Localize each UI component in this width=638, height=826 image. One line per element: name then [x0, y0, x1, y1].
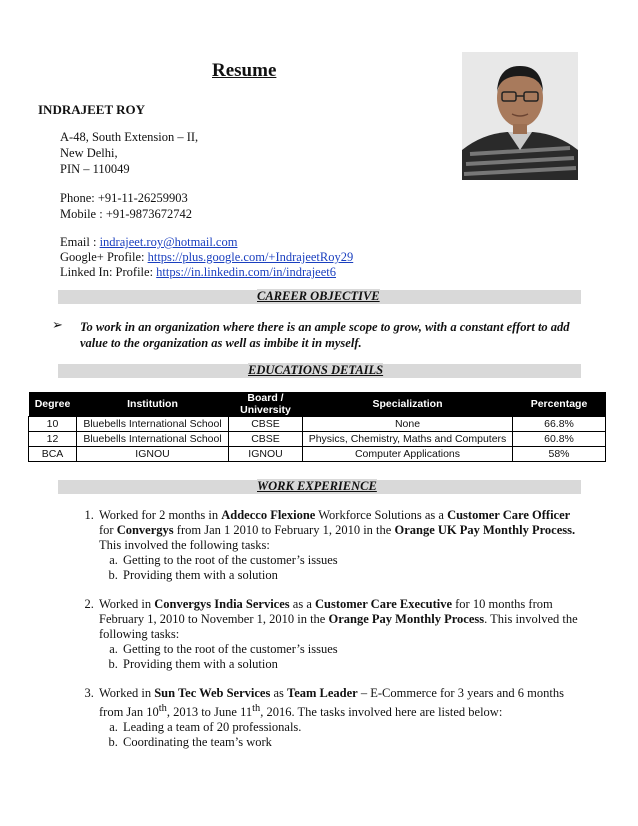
education-table: [28, 392, 606, 462]
career-objective-band: [58, 290, 581, 304]
linkedin-label: Linked In: Profile:: [60, 265, 157, 279]
col-specialization: Specialization: [303, 392, 513, 417]
work-item-2: 2. Worked in Convergys India Services as a Customer Care Executive for 10 months from February 1, 2010 to November 1, 2010 in the Orange Pay Monthly Process. This involved the following tasks: a. Getting to the root of the customer’s issues b. Providing them with a solution: [97, 597, 580, 672]
institution-cell: Bluebells International School: [77, 417, 229, 432]
email-label: Email :: [60, 235, 100, 249]
google-label: Google+ Profile:: [60, 250, 148, 264]
specialization-cell: Computer Applications: [303, 447, 513, 462]
task-item: b. Coordinating the team’s work: [121, 735, 580, 750]
education-heading: EDUCATIONS DETAILS: [248, 363, 384, 377]
phone-line: Phone: +91-11-26259903: [60, 191, 188, 205]
work-item-3: 3. Worked in Sun Tec Web Services as Team Leader – E-Commerce for 3 years and 6 months from Jan 10th, 2013 to June 11th, 2016. The tasks involved here are listed below: a. Leading a team of 20 professionals. b. Coordinating the team’s work: [97, 686, 580, 750]
address-line-2: New Delhi,: [60, 146, 118, 160]
linkedin-line: [60, 264, 336, 280]
task-item: b. Providing them with a solution: [121, 568, 580, 583]
work-experience-list: [80, 508, 580, 764]
percentage-cell: 66.8%: [513, 417, 606, 432]
email-link[interactable]: indrajeet.roy@hotmail.com: [99, 235, 238, 249]
mobile-line: Mobile : +91-9873672742: [60, 207, 193, 221]
address-line-3: PIN – 110049: [60, 162, 130, 176]
work-experience-heading: WORK EXPERIENCE: [257, 479, 377, 493]
candidate-name: INDRAJEET ROY: [38, 102, 146, 117]
col-percentage: Percentage: [513, 392, 606, 417]
board-cell: CBSE: [229, 417, 303, 432]
col-institution: Institution: [77, 392, 229, 417]
col-degree: Degree: [29, 392, 77, 417]
education-band: [58, 364, 581, 378]
email-line: [60, 234, 237, 250]
percentage-cell: 60.8%: [513, 432, 606, 447]
profile-photo: [462, 52, 578, 180]
col-board: Board / University: [229, 392, 303, 417]
arrow-bullet-icon: ➢: [52, 318, 63, 333]
specialization-cell: Physics, Chemistry, Maths and Computers: [303, 432, 513, 447]
resume-title: Resume: [212, 60, 277, 81]
work-item-1: 1. Worked for 2 months in Addecco Flexione Workforce Solutions as a Customer Care Officer for Convergys from Jan 1 2010 to February 1, 2010 in the Orange UK Pay Monthly Process. This involved the following tasks: a. Getting to the root of the customer’s issues b. Providing them with a solution: [97, 508, 580, 583]
task-item: b. Providing them with a solution: [121, 657, 580, 672]
degree-cell: 12: [29, 432, 77, 447]
education-header-row: [29, 392, 606, 417]
table-row: [29, 417, 606, 432]
address-line-1: A-48, South Extension – II,: [60, 130, 199, 144]
table-row: [29, 447, 606, 462]
degree-cell: 10: [29, 417, 77, 432]
task-item: a. Leading a team of 20 professionals.: [121, 720, 580, 735]
institution-cell: Bluebells International School: [77, 432, 229, 447]
linkedin-profile-link[interactable]: https://in.linkedin.com/in/indrajeet6: [156, 265, 337, 279]
board-cell: CBSE: [229, 432, 303, 447]
task-item: a. Getting to the root of the customer’s issues: [121, 553, 580, 568]
google-profile-link[interactable]: https://plus.google.com/+IndrajeetRoy29: [147, 250, 354, 264]
degree-cell: BCA: [29, 447, 77, 462]
task-item: a. Getting to the root of the customer’s issues: [121, 642, 580, 657]
career-objective-text: To work in an organization where there is an ample scope to grow, with a constant effort to add value to the organization as well as imbibe it in myself.: [80, 320, 570, 350]
table-row: [29, 432, 606, 447]
career-objective-heading: CAREER OBJECTIVE: [257, 289, 380, 303]
specialization-cell: None: [303, 417, 513, 432]
google-line: [60, 249, 353, 265]
work-experience-band: [58, 480, 581, 494]
percentage-cell: 58%: [513, 447, 606, 462]
board-cell: IGNOU: [229, 447, 303, 462]
institution-cell: IGNOU: [77, 447, 229, 462]
